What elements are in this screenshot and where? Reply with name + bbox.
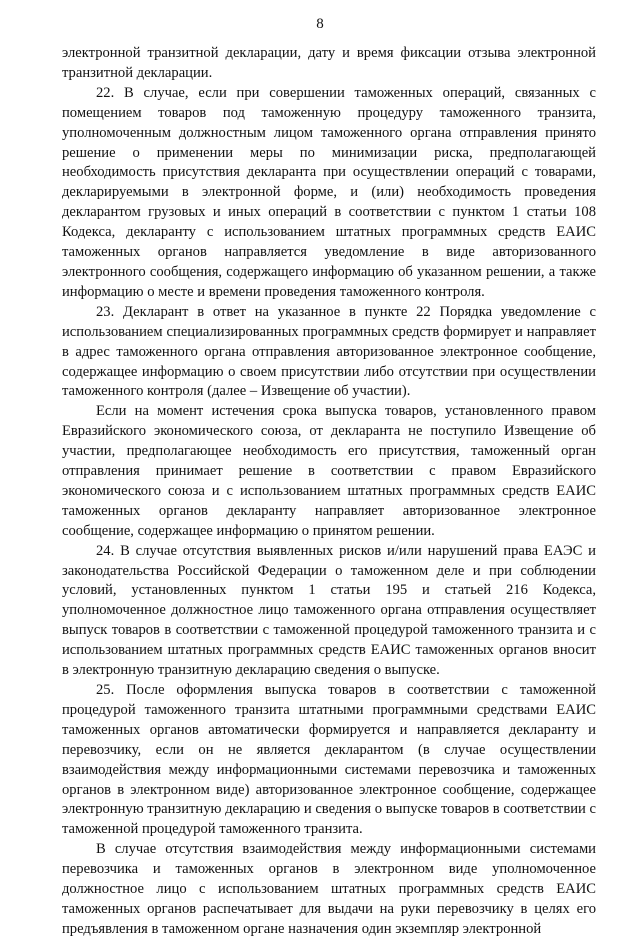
paragraph-23: 23. Декларант в ответ на указанное в пункте 22 Порядка уведомление с использованием специализированных программных средств формирует и направляет в адрес таможенного органа отправления авторизованное электронное сообщение, содержащее информацию о своем присутствии либо отсутствии при осуществлении таможенного контроля (далее – Извещение об участии). [62,303,596,400]
paragraph-24: 24. В случае отсутствия выявленных рисков и/или нарушений права ЕАЭС и законодательства Российской Федерации о таможенном деле и при соблюдении условий, установленных пунктом 1 статьи 195 и статьей 216 Кодекса, уполномоченное должностное лицо таможенного органа отправления осуществляет выпуск товаров в соответствии с таможенной процедурой таможенного транзита и с использованием штатных программных средств ЕАИС таможенных органов вносит в электронную транзитную декларацию сведения о выпуске. [62,542,596,679]
paragraph-25: 25. После оформления выпуска товаров в соответствии с таможенной процедурой таможенного транзита штатными программными средствами ЕАИС таможенных органов автоматически формируется и направляется декларанту и перевозчику, если он не является декларантом (в случае осуществлении взаимодействия между информационными системами перевозчика и таможенных органов в электронном виде) авторизованное электронное сообщение, содержащее электронную транзитную декларацию и сведения о выпуске товаров в соответствии с таможенной процедурой таможенного транзита. [62,682,596,838]
paragraph-22: 22. В случае, если при совершении таможенных операций, связанных с помещением товаров под таможенную процедуру таможенного транзита, уполномоченным должностным лицом таможенного органа отправления принято решение о применении меры по минимизации риска, предполагающей необходимость присутствия декларанта при осуществлении операций с товарами, декларируемыми в электронной форме, и (или) необходимость проведения декларантом грузовых и иных операций в соответствии с пунктом 1 статьи 108 Кодекса, декларанту с использованием штатных программных средств ЕАИС таможенных органов направляется уведомление в виде авторизованного электронного сообщения, содержащего информацию об указанном решении, а также информацию о месте и времени проведения таможенного контроля. [62,84,596,300]
page-number: 8 [316,16,324,32]
paragraph-25-no-interaction: В случае отсутствия взаимодействия между информационными системами перевозчика и таможенных органов в электронном виде уполномоченное должностное лицо с использованием штатных программных средств ЕАИС таможенных органов распечатывает для выдачи на руки перевозчику в целях его предъявления в таможенном органе назначения один экземпляр электронной [62,841,596,937]
paragraph-continuation: электронной транзитной декларации, дату и время фиксации отзыва электронной транзитной декларации. [62,45,596,81]
paragraph-23-notice-absence: Если на момент истечения срока выпуска товаров, установленного правом Евразийского экономического союза, от декларанта не поступило Извещение об участии, предполагающее необходимость его присутствия, таможенный орган отправления принимает решение в соответствии с правом Евразийского экономического союза и с использованием штатных программных средств ЕАИС таможенных органов декларанту направляет авторизованное электронное сообщение, содержащее информацию о принятом решении. [62,403,596,539]
document-body [62,44,596,940]
